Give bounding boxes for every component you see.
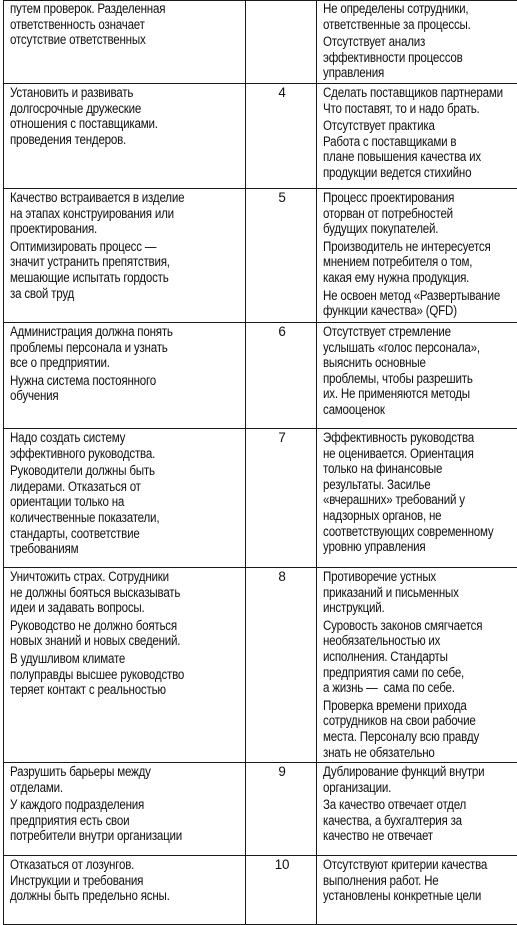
principle-text: Нужна система постоянного обучения [10, 373, 239, 404]
problem-text: Противоречие устных приказаний и письменных инструкций. [323, 569, 517, 616]
row-number: 8 [246, 567, 317, 762]
principle-text: Оптимизировать процесс — значит устранить препятствия, мешающие испытать гордость за свой труд [10, 239, 239, 301]
principle-text: Надо создать систему эффективного руководства. [10, 430, 239, 461]
table-body [4, 1, 517, 925]
problem-text: Сделать поставщиков партнерами Что поставят, то и надо брать. [323, 85, 517, 116]
problem-cell [317, 322, 517, 428]
row-number: 5 [246, 188, 317, 322]
principle-text: Установить и развивать долгосрочные дружеские отношения с поставщиками. проведения тендеров. [10, 85, 239, 147]
problem-cell [317, 428, 517, 567]
table-row [4, 567, 517, 762]
principles-table [3, 0, 517, 925]
table-row [4, 856, 517, 925]
principle-text: Уничтожить страх. Сотрудники не должны бояться высказывать идеи и задавать вопросы. [10, 569, 239, 616]
row-number [246, 1, 317, 84]
principle-text: Качество встраивается в изделие на этапах конструирования или проектирования. [10, 190, 239, 237]
problem-text: Не освоен метод «Развертывание функции качества» (QFD) [323, 288, 517, 319]
table-row [4, 763, 517, 856]
table-row [4, 1, 517, 84]
problem-cell [317, 1, 517, 84]
problem-cell [317, 188, 517, 322]
problem-cell [317, 567, 517, 762]
principle-text: В удушливом климате полуправды высшее руководство теряет контакт с реальностью [10, 651, 239, 698]
problem-cell [317, 763, 517, 856]
principle-text: Руководство не должно бояться новых знаний и новых сведений. [10, 618, 239, 649]
row-number: 6 [246, 322, 317, 428]
principle-text: У каждого подразделения предприятия есть свои потребители внутри организации [10, 797, 239, 844]
problem-text: Не определены сотрудники, ответственные за процессы. [323, 1, 517, 32]
problem-text: Процесс проектирования оторван от потребностей будущих покупателей. [323, 190, 517, 237]
table-row [4, 83, 517, 188]
row-number: 4 [246, 83, 317, 188]
problem-text: Отсутствует анализ эффективности процессов управления [323, 34, 517, 81]
problem-text: Эффективность руководства не оценивается. Ориентация только на финансовые результаты. Засилье «вчерашних» требований у надзорных органов, не соответствующих современному уровню управления [323, 430, 517, 555]
principle-text: Разрушить барьеры между отделами. [10, 764, 239, 795]
row-number: 9 [246, 763, 317, 856]
principle-text: Администрация должна понять проблемы персонала и узнать все о предприятии. [10, 324, 239, 371]
principle-cell [4, 83, 246, 188]
principle-text: путем проверок. Разделенная ответственность означает отсутствие ответственных [10, 1, 239, 48]
principle-cell [4, 1, 246, 84]
principle-cell [4, 856, 246, 925]
problem-text: Отсутствует практика Работа с поставщиками в плане повышения качества их продукции ведется стихийно [323, 118, 517, 180]
principle-cell [4, 567, 246, 762]
problem-text: Отсутствует стремление услышать «голос персонала», выяснить основные проблемы, чтобы разрешить их. Не применяются методы самооценок [323, 324, 517, 418]
principle-text: Отказаться от лозунгов. Инструкции и требования должны быть предельно ясны. [10, 857, 239, 904]
problem-text: Суровость законов смягчается необязательностью их исполнения. Стандарты предприятия сами по себе, а жизнь — сама по себе. [323, 618, 517, 696]
problem-cell [317, 83, 517, 188]
principle-cell [4, 188, 246, 322]
problem-text: Дублирование функций внутри организации. [323, 764, 517, 795]
problem-text: Отсутствуют критерии качества выполнения работ. Не установлены конкретные цели [323, 857, 517, 904]
row-number: 10 [246, 856, 317, 925]
table-row [4, 322, 517, 428]
principle-cell [4, 428, 246, 567]
problem-text: За качество отвечает отдел качества, а бухгалтерия за качество не отвечает [323, 797, 517, 844]
table-row [4, 428, 517, 567]
problem-cell [317, 856, 517, 925]
problem-text: Производитель не интересуется мнением потребителя о том, какая ему нужна продукция. [323, 239, 517, 286]
principle-text: Руководители должны быть лидерами. Отказаться от ориентации только на количественные показатели, стандарты, соответствие требованиям [10, 463, 239, 557]
principle-cell [4, 763, 246, 856]
principle-cell [4, 322, 246, 428]
table-row [4, 188, 517, 322]
row-number: 7 [246, 428, 317, 567]
problem-text: Проверка времени прихода сотрудников на свои рабочие места. Персоналу всю правду знать не обязательно [323, 698, 517, 760]
